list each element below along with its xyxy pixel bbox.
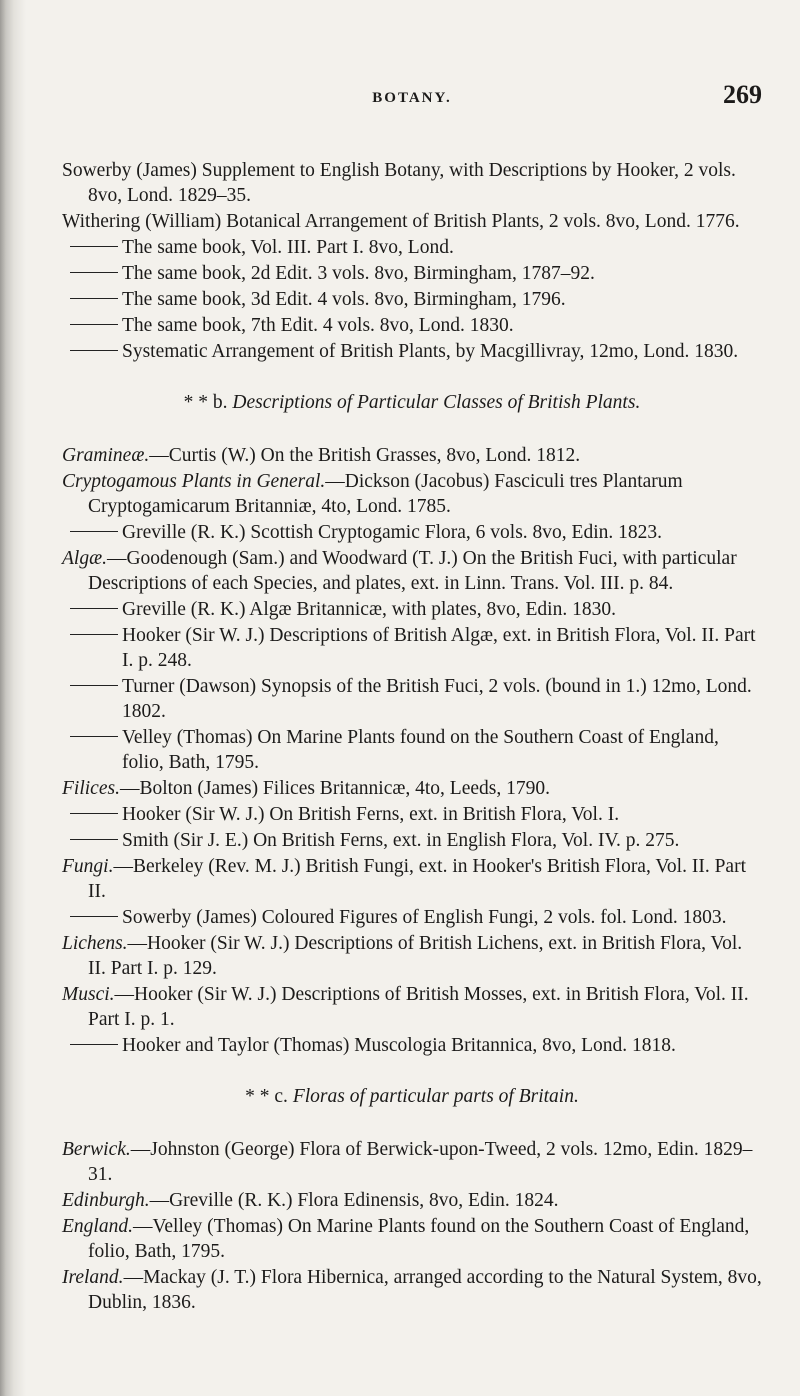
- page-number: 269: [723, 80, 762, 109]
- ditto-dash: [70, 1044, 118, 1045]
- entry-smith-ferns: Smith (Sir J. E.) On British Ferns, ext. in English Flora, Vol. IV. p. 275.: [62, 828, 762, 853]
- entry-cryptogamous: Cryptogamous Plants in General.—Dickson (Jacobus) Fasciculi tres Plantarum Cryptogamicarum Britanniæ, 4to, Lond. 1785.: [62, 471, 683, 517]
- entry-sowerby-supplement: Sowerby (James) Supplement to English Botany, with Descriptions by Hooker, 2 vols. 8vo, Lond. 1829–35.: [62, 160, 736, 206]
- bibliography-block-b: [62, 443, 762, 1058]
- ditto-dash: [70, 246, 118, 247]
- section-heading-b: * * b. Descriptions of Particular Classes of British Plants.: [183, 392, 641, 413]
- entry-hooker-algae: Hooker (Sir W. J.) Descriptions of British Algæ, ext. in British Flora, Vol. II. Part I. p. 248.: [62, 623, 762, 673]
- ditto-dash: [70, 324, 118, 325]
- bibliography-block-a: [62, 158, 762, 364]
- entry-edinburgh: Edinburgh.—Greville (R. K.) Flora Edinensis, 8vo, Edin. 1824.: [62, 1190, 559, 1211]
- entry-withering-3d-edit: The same book, 3d Edit. 4 vols. 8vo, Birmingham, 1796.: [62, 287, 762, 312]
- ditto-dash: [70, 608, 118, 609]
- entry-filices: Filices.—Bolton (James) Filices Britannicæ, 4to, Leeds, 1790.: [62, 778, 550, 799]
- entry-hooker-ferns: Hooker (Sir W. J.) On British Ferns, ext. in British Flora, Vol. I.: [62, 802, 762, 827]
- ditto-dash: [70, 531, 118, 532]
- entry-withering-macgillivray: Systematic Arrangement of British Plants, by Macgillivray, 12mo, Lond. 1830.: [62, 339, 762, 364]
- entry-velley-marine: Velley (Thomas) On Marine Plants found on the Southern Coast of England, folio, Bath, 1795.: [62, 725, 762, 775]
- ditto-dash: [70, 839, 118, 840]
- ditto-dash: [70, 272, 118, 273]
- entry-hooker-taylor: Hooker and Taylor (Thomas) Muscologia Britannica, 8vo, Lond. 1818.: [62, 1033, 762, 1058]
- entry-berwick: Berwick.—Johnston (George) Flora of Berwick-upon-Tweed, 2 vols. 12mo, Edin. 1829–31.: [62, 1139, 753, 1185]
- ditto-dash: [70, 916, 118, 917]
- entry-turner-fuci: Turner (Dawson) Synopsis of the British Fuci, 2 vols. (bound in 1.) 12mo, Lond. 1802.: [62, 674, 762, 724]
- ditto-dash: [70, 350, 118, 351]
- entry-musci: Musci.—Hooker (Sir W. J.) Descriptions of British Mosses, ext. in British Flora, Vol. II. Part I. p. 1.: [62, 984, 749, 1030]
- entry-sowerby-fungi: Sowerby (James) Coloured Figures of English Fungi, 2 vols. fol. Lond. 1803.: [62, 905, 762, 930]
- running-title: BOTANY.: [372, 90, 452, 106]
- entry-withering: Withering (William) Botanical Arrangement of British Plants, 2 vols. 8vo, Lond. 1776.: [62, 211, 740, 232]
- entry-lichens: Lichens.—Hooker (Sir W. J.) Descriptions of British Lichens, ext. in British Flora, Vol. II. Part I. p. 129.: [62, 933, 743, 979]
- section-heading-c: * * c. Floras of particular parts of Britain.: [245, 1086, 579, 1107]
- entry-withering-vol3: The same book, Vol. III. Part I. 8vo, Lond.: [62, 235, 762, 260]
- ditto-dash: [70, 634, 118, 635]
- entry-withering-2d-edit: The same book, 2d Edit. 3 vols. 8vo, Birmingham, 1787–92.: [62, 261, 762, 286]
- running-header: [62, 62, 762, 109]
- entry-gramineae: Gramineæ.—Curtis (W.) On the British Grasses, 8vo, Lond. 1812.: [62, 445, 581, 466]
- entry-fungi: Fungi.—Berkeley (Rev. M. J.) British Fungi, ext. in Hooker's British Flora, Vol. II. Part II.: [62, 856, 746, 902]
- ditto-dash: [70, 736, 118, 737]
- entry-england: England.—Velley (Thomas) On Marine Plants found on the Southern Coast of England, folio, Bath, 1795.: [62, 1216, 750, 1262]
- entry-greville-algae: Greville (R. K.) Algæ Britannicæ, with plates, 8vo, Edin. 1830.: [62, 597, 762, 622]
- entry-greville-cryptogamic: Greville (R. K.) Scottish Cryptogamic Flora, 6 vols. 8vo, Edin. 1823.: [62, 520, 762, 545]
- page-gutter-shadow: [0, 0, 26, 1396]
- ditto-dash: [70, 813, 118, 814]
- ditto-dash: [70, 298, 118, 299]
- entry-algae: Algæ.—Goodenough (Sam.) and Woodward (T. J.) On the British Fuci, with particular Descriptions of each Species, and plates, ext. in Linn. Trans. Vol. III. p. 84.: [62, 548, 737, 594]
- entry-ireland: Ireland.—Mackay (J. T.) Flora Hibernica, arranged according to the Natural System, 8vo, Dublin, 1836.: [62, 1267, 762, 1313]
- bibliography-block-c: [62, 1137, 762, 1315]
- ditto-dash: [70, 685, 118, 686]
- book-page: [62, 62, 762, 1316]
- entry-withering-7th-edit: The same book, 7th Edit. 4 vols. 8vo, Lond. 1830.: [62, 313, 762, 338]
